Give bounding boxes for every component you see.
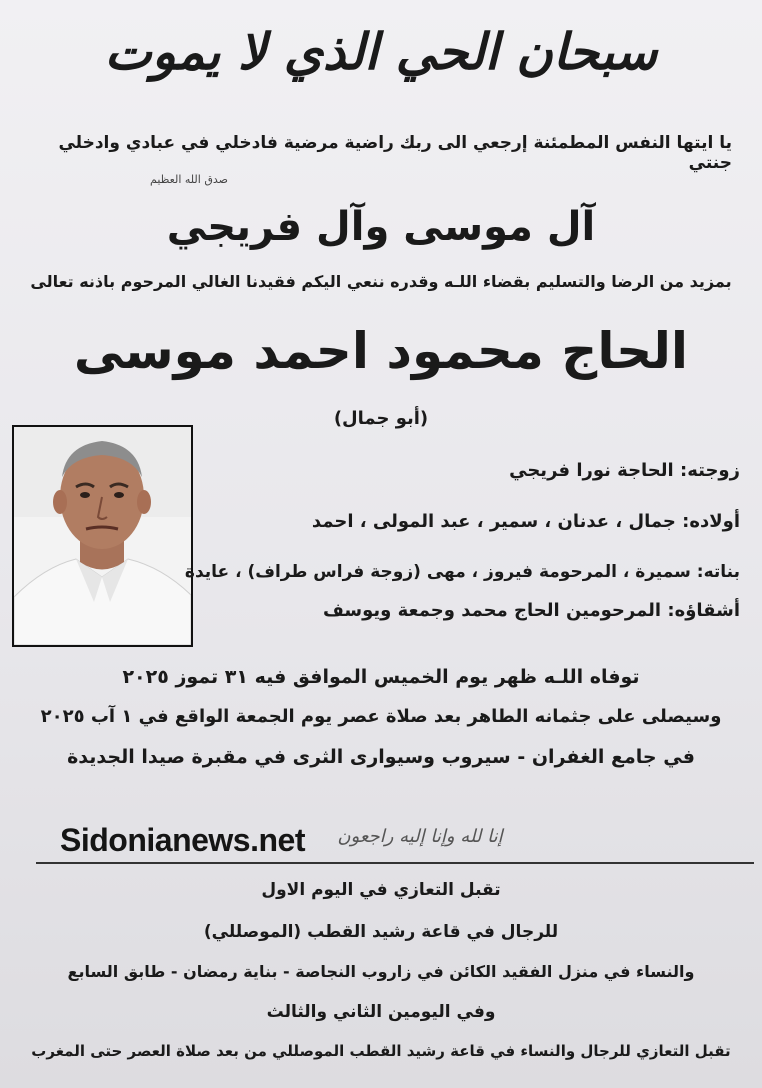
condolence-days-2-3: وفي اليومين الثاني والثالث: [266, 1002, 496, 1022]
intro-text: بمزيد من الرضا والتسليم بقضاء اللـه وقدره ننعي اليكم فقيدنا الغالي المرحوم باذنه تعالى: [30, 272, 732, 291]
sons-value: جمال ، عدنان ، سمير ، عبد المولى ، احمد: [311, 511, 676, 532]
condolence-all-venue: تقبل التعازي للرجال والنساء في قاعة رشيد القطب الموصللي من بعد صلاة العصر حتى المغرب: [31, 1042, 731, 1060]
siblings-line: [323, 600, 740, 621]
burial-line: في جامع الغفران - سيروب وسيوارى الثرى في مقبرة صيدا الجديدة: [67, 746, 695, 768]
condolence-day1: تقبل التعازي في اليوم الاول: [261, 880, 501, 900]
header-calligraphy: سبحان الحي الذي لا يموت: [104, 22, 658, 81]
verse-attribution: صدق الله العظيم: [150, 173, 228, 186]
condolence-men-venue: للرجال في قاعة رشيد القطب (الموصللي): [203, 922, 559, 942]
sons-label: أولاده:: [682, 511, 740, 532]
wife-line: [509, 460, 740, 481]
website-watermark: Sidonianews.net: [60, 822, 305, 858]
family-name: آل موسى وآل فريجي: [166, 204, 596, 250]
wife-label: زوجته:: [680, 460, 740, 481]
siblings-value: المرحومين الحاج محمد وجمعة ويوسف: [323, 600, 662, 621]
sons-line: [312, 511, 740, 532]
funeral-prayer-line: وسيصلى على جثمانه الطاهر بعد صلاة عصر يوم الجمعة الواقع في ١ آب ٢٠٢٥: [40, 706, 722, 727]
daughters-value: سميرة ، المرحومة فيروز ، مهى (زوجة فراس طراف) ، عايدة: [184, 562, 691, 582]
condolence-women-venue: والنساء في منزل الفقيد الكائن في زاروب النجاصة - بناية رمضان - طابق السابع: [67, 962, 695, 981]
portrait-photo-icon: [14, 427, 191, 645]
deceased-nickname: (أبو جمال): [333, 408, 429, 429]
siblings-label: أشقاؤه:: [667, 600, 740, 621]
wife-value: الحاجة نورا فريجي: [509, 460, 674, 481]
deceased-photo: [12, 425, 193, 647]
death-date-line: توفاه اللـه ظهر يوم الخميس الموافق فيه ٣١ تموز ٢٠٢٥: [122, 666, 640, 688]
daughters-label: بناته:: [696, 562, 740, 582]
inna-lillah-calligraphy: إنا لله وإنا إليه راجعون: [337, 826, 503, 847]
deceased-name: الحاج محمود احمد موسى: [73, 322, 689, 380]
quran-verse: يا ايتها النفس المطمئنة إرجعي الى ربك راضية مرضية فادخلي في عبادي وادخلي جنتي: [58, 133, 732, 173]
section-divider: [36, 862, 754, 864]
daughters-line: [185, 562, 740, 582]
